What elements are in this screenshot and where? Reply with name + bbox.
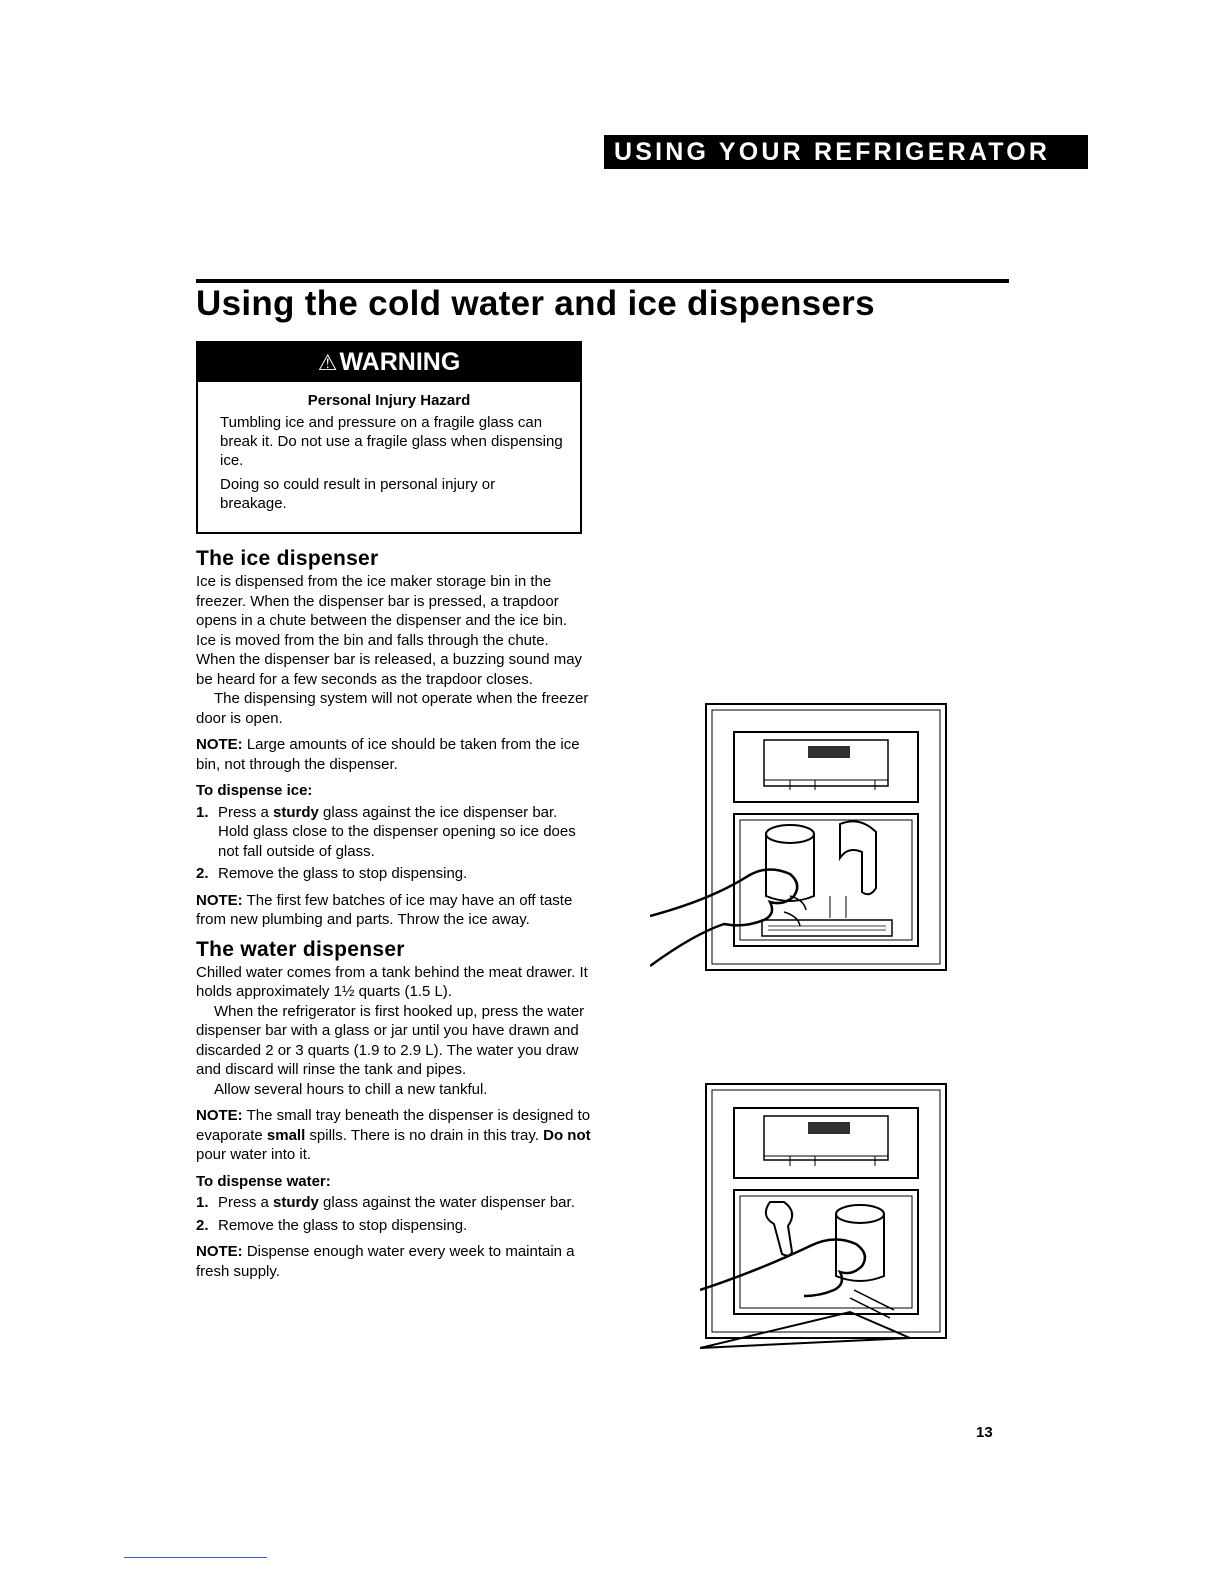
- step-emphasis: sturdy: [273, 1194, 319, 1211]
- ice-steps-list: [196, 803, 591, 884]
- warning-box: [196, 341, 582, 534]
- note-emphasis: Do not: [543, 1126, 591, 1144]
- water-paragraph-1: Chilled water comes from a tank behind the meat drawer. It holds approximately 1½ quarts (1.5 L).: [196, 963, 588, 1000]
- ice-steps-label: To dispense ice:: [196, 782, 313, 799]
- title-rule: [196, 279, 1009, 283]
- step-text: Press a: [218, 1194, 274, 1211]
- list-item: [196, 1216, 591, 1236]
- note-text: Dispense enough water every week to maintain a fresh supply.: [196, 1243, 575, 1280]
- warning-header: [198, 343, 580, 382]
- warning-consequence: Doing so could result in personal injury or breakage.: [220, 476, 496, 512]
- ice-paragraph-1: Ice is dispensed from the ice maker storage bin in the freezer. When the dispenser bar is pressed, a trapdoor opens in a chute between the dispenser and the ice bin. Ice is moved from the bin and falls through the chute. When the dispenser bar is released, a buzzing sound may be heard for a few seconds as the trapdoor closes.: [196, 573, 583, 688]
- warning-triangle-icon: ⚠: [317, 350, 338, 375]
- page-number: 13: [976, 1424, 993, 1441]
- water-steps-list: [196, 1193, 591, 1235]
- step-text: glass against the ice dispenser bar. Hold glass close to the dispenser opening so ice does not fall outside of glass.: [218, 803, 576, 860]
- water-note-1: [196, 1106, 591, 1165]
- note-text: Large amounts of ice should be taken from the ice bin, not through the dispenser.: [196, 736, 580, 773]
- step-text: Press a: [218, 803, 274, 821]
- water-paragraph-2: When the refrigerator is first hooked up, press the water dispenser bar with a glass or jar until you have drawn and discarded 2 or 3 quarts (1.9 to 2.9 L). The water you draw and discard will rinse the tank and pipes.: [196, 1002, 585, 1078]
- ice-dispenser-illustration: [650, 700, 950, 980]
- note-text: The first few batches of ice may have an off taste from new plumbing and parts. Throw the ice away.: [196, 891, 573, 928]
- note-label: NOTE:: [196, 1107, 243, 1124]
- step-number: 1.: [196, 803, 209, 821]
- list-item: [196, 1193, 591, 1213]
- note-text: spills. There is no drain in this tray.: [305, 1126, 544, 1144]
- ice-note-1: [196, 735, 591, 774]
- water-dispenser-heading: The water dispenser: [196, 937, 405, 961]
- list-item: [196, 864, 591, 884]
- note-emphasis: small: [266, 1126, 306, 1144]
- page-title: Using the cold water and ice dispensers: [196, 284, 875, 323]
- list-item: [196, 803, 591, 862]
- ice-note-2: [196, 891, 591, 930]
- water-steps-label: To dispense water:: [196, 1172, 331, 1190]
- water-dispenser-illustration: [700, 1080, 950, 1360]
- step-text: Remove the glass to stop dispensing.: [218, 1216, 468, 1234]
- footnote-rule: [124, 1557, 267, 1558]
- note-label: NOTE:: [196, 1243, 243, 1260]
- water-note-2: [196, 1242, 591, 1281]
- section-header-band: USING YOUR REFRIGERATOR: [604, 135, 1088, 169]
- warning-label: WARNING: [339, 348, 461, 376]
- note-label: NOTE:: [196, 736, 243, 753]
- step-text: glass against the water dispenser bar.: [318, 1194, 575, 1211]
- water-paragraph-3: Allow several hours to chill a new tankful.: [214, 1080, 488, 1098]
- ice-paragraph-2: The dispensing system will not operate when the freezer door is open.: [196, 690, 589, 727]
- step-number: 2.: [196, 1216, 209, 1234]
- warning-text: Tumbling ice and pressure on a fragile glass can break it. Do not use a fragile glass when dispensing ice.: [220, 414, 563, 469]
- note-label: NOTE:: [196, 891, 243, 909]
- text-column: [196, 546, 591, 1281]
- step-number: 2.: [196, 865, 209, 882]
- step-emphasis: sturdy: [273, 803, 319, 821]
- step-number: 1.: [196, 1194, 209, 1211]
- ice-dispenser-heading: The ice dispenser: [196, 547, 379, 570]
- step-text: Remove the glass to stop dispensing.: [218, 865, 468, 882]
- note-text: The small tray beneath the dispenser is designed to evaporate: [196, 1107, 591, 1144]
- note-text: pour water into it.: [196, 1146, 312, 1163]
- warning-subtitle: Personal Injury Hazard: [307, 392, 471, 409]
